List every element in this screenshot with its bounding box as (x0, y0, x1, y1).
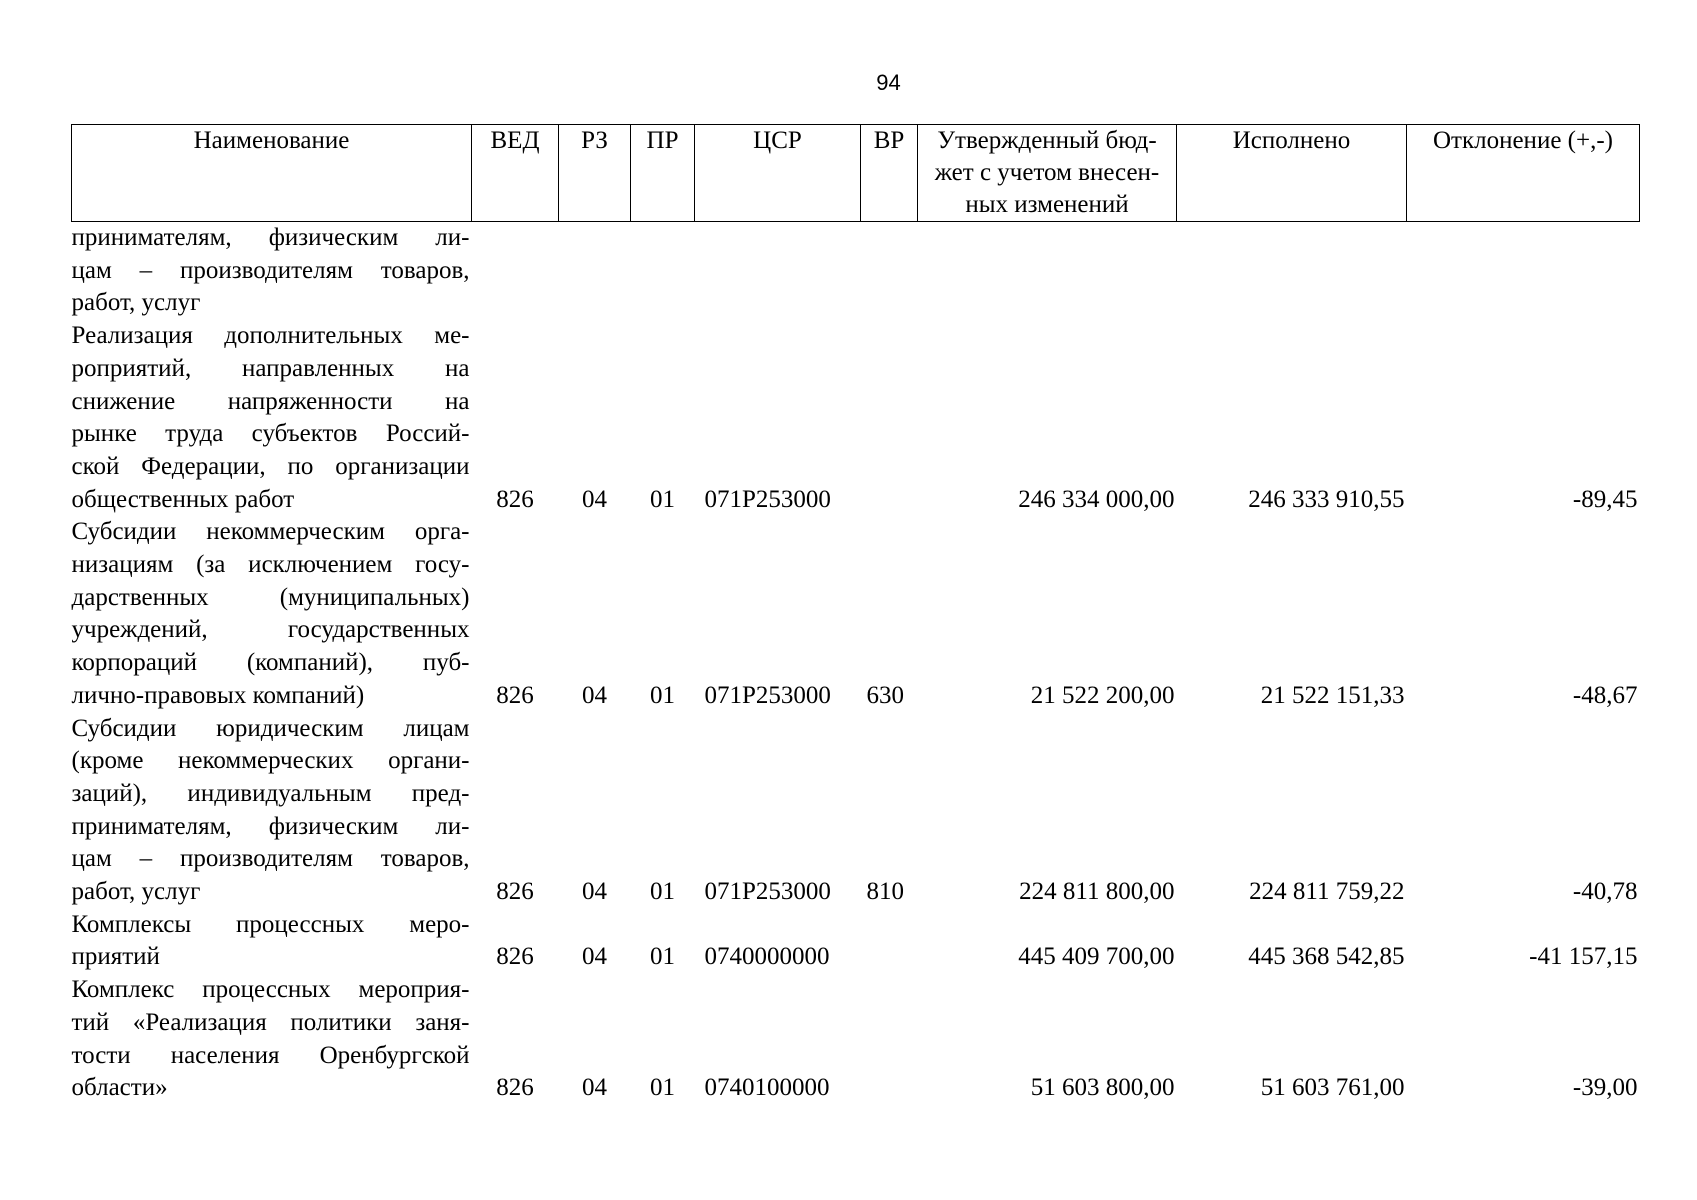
cell-vr (861, 909, 918, 974)
cell-deviation: -89,45 (1572, 485, 1638, 513)
table-header (72, 125, 1640, 222)
header-vr: ВР (861, 125, 918, 222)
cell-ved: 826 (496, 943, 534, 971)
cell-executed: 246 333 910,55 (1248, 485, 1405, 513)
name-line: работ, услуг (71, 878, 201, 906)
header-pr: ПР (631, 125, 695, 222)
name-line: лично-правовых компаний) (71, 681, 365, 709)
name-line: учреждений, государственных (71, 616, 470, 644)
name-line: тий «Реализация политики заня- (71, 1008, 470, 1036)
cell-vr (861, 222, 918, 321)
header-ved: ВЕД (472, 125, 559, 222)
table-row (72, 222, 1640, 321)
name-line: тости населения Оренбургской (71, 1041, 470, 1069)
name-line: роприятий, направленных на (71, 354, 470, 382)
name-line: общественных работ (71, 485, 295, 513)
header-deviation: Отклонение (+,-) (1407, 125, 1640, 222)
cell-name (72, 516, 472, 712)
header-executed: Исполнено (1177, 125, 1407, 222)
cell-rz: 04 (582, 943, 607, 971)
cell-budget (918, 222, 1177, 321)
name-line: приятий (71, 943, 160, 971)
header-csr: ЦСР (695, 125, 861, 222)
cell-pr: 01 (650, 943, 675, 971)
cell-csr: 071P253000 (704, 485, 831, 513)
cell-name (72, 320, 472, 516)
name-line: цам – производителям товаров, (71, 256, 470, 284)
name-line: заций), индивидуальным пред- (71, 779, 470, 807)
header-budget (918, 125, 1177, 222)
cell-rz: 04 (582, 485, 607, 513)
cell-executed: 21 522 151,33 (1260, 681, 1405, 709)
cell-name (72, 909, 472, 974)
header-rz: РЗ (559, 125, 631, 222)
cell-budget: 21 522 200,00 (1030, 681, 1175, 709)
cell-pr: 01 (650, 1074, 675, 1102)
cell-deviation: -39,00 (1572, 1074, 1638, 1102)
cell-pr (631, 222, 695, 321)
cell-ved: 826 (496, 681, 534, 709)
cell-vr: 630 (866, 681, 904, 709)
name-line: цам – производителям товаров, (71, 845, 470, 873)
cell-budget: 445 409 700,00 (1018, 943, 1175, 971)
name-line: работ, услуг (71, 289, 201, 317)
cell-name (72, 974, 472, 1105)
cell-name (72, 222, 472, 321)
cell-csr: 0740100000 (704, 1074, 830, 1102)
name-line: рынке труда субъектов Россий- (71, 420, 470, 448)
cell-deviation: -48,67 (1572, 681, 1638, 709)
cell-budget: 246 334 000,00 (1018, 485, 1175, 513)
cell-csr: 071P253000 (704, 878, 831, 906)
name-line: Субсидии юридическим лицам (71, 714, 470, 742)
cell-rz: 04 (582, 1074, 607, 1102)
cell-csr: 071P253000 (704, 681, 831, 709)
cell-executed: 445 368 542,85 (1248, 943, 1405, 971)
cell-vr (861, 974, 918, 1105)
cell-executed: 224 811 759,22 (1249, 878, 1405, 906)
name-line: принимателям, физическим ли- (71, 812, 470, 840)
name-line: ской Федерации, по организации (71, 452, 470, 480)
name-line: Реализация дополнительных ме- (71, 322, 470, 350)
cell-rz: 04 (582, 878, 607, 906)
cell-csr: 0740000000 (704, 943, 830, 971)
cell-executed (1177, 222, 1407, 321)
cell-executed: 51 603 761,00 (1260, 1074, 1405, 1102)
cell-ved (472, 222, 559, 321)
cell-rz (559, 222, 631, 321)
name-line: принимателям, физическим ли- (71, 224, 470, 251)
table-row (72, 516, 1640, 712)
name-line: дарственных (муниципальных) (71, 583, 470, 611)
budget-table (71, 124, 1640, 1105)
name-line: Комплекс процессных мероприя- (71, 976, 470, 1004)
table-row (72, 320, 1640, 516)
header-budget-line: Утвержденный бюд- (937, 127, 1157, 154)
cell-budget: 224 811 800,00 (1019, 878, 1175, 906)
cell-budget: 51 603 800,00 (1030, 1074, 1175, 1102)
cell-deviation: -41 157,15 (1529, 943, 1638, 971)
table-row (72, 713, 1640, 909)
cell-ved: 826 (496, 485, 534, 513)
cell-pr: 01 (650, 485, 675, 513)
name-line: снижение напряженности на (71, 387, 470, 415)
name-line: Субсидии некоммерческим орга- (71, 518, 470, 546)
table-row (72, 974, 1640, 1105)
cell-name (72, 713, 472, 909)
name-line: области» (71, 1074, 168, 1102)
header-name: Наименование (72, 125, 472, 222)
cell-deviation: -40,78 (1572, 878, 1638, 906)
cell-pr: 01 (650, 878, 675, 906)
table-body (72, 222, 1640, 1105)
header-budget-line: ных изменений (965, 191, 1129, 218)
name-line: корпораций (компаний), пуб- (71, 649, 470, 677)
cell-pr: 01 (650, 681, 675, 709)
page-number: 94 (876, 70, 901, 95)
cell-ved: 826 (496, 878, 534, 906)
cell-deviation (1407, 222, 1640, 321)
name-line: низациям (за исключением госу- (71, 551, 470, 579)
cell-vr (861, 320, 918, 516)
cell-vr: 810 (866, 878, 904, 906)
table-row (72, 909, 1640, 974)
cell-csr (695, 222, 861, 321)
name-line: (кроме некоммерческих органи- (71, 747, 470, 775)
name-line: Комплексы процессных меро- (71, 910, 470, 938)
cell-rz: 04 (582, 681, 607, 709)
cell-ved: 826 (496, 1074, 534, 1102)
header-budget-line: жет с учетом внесен- (934, 159, 1160, 186)
